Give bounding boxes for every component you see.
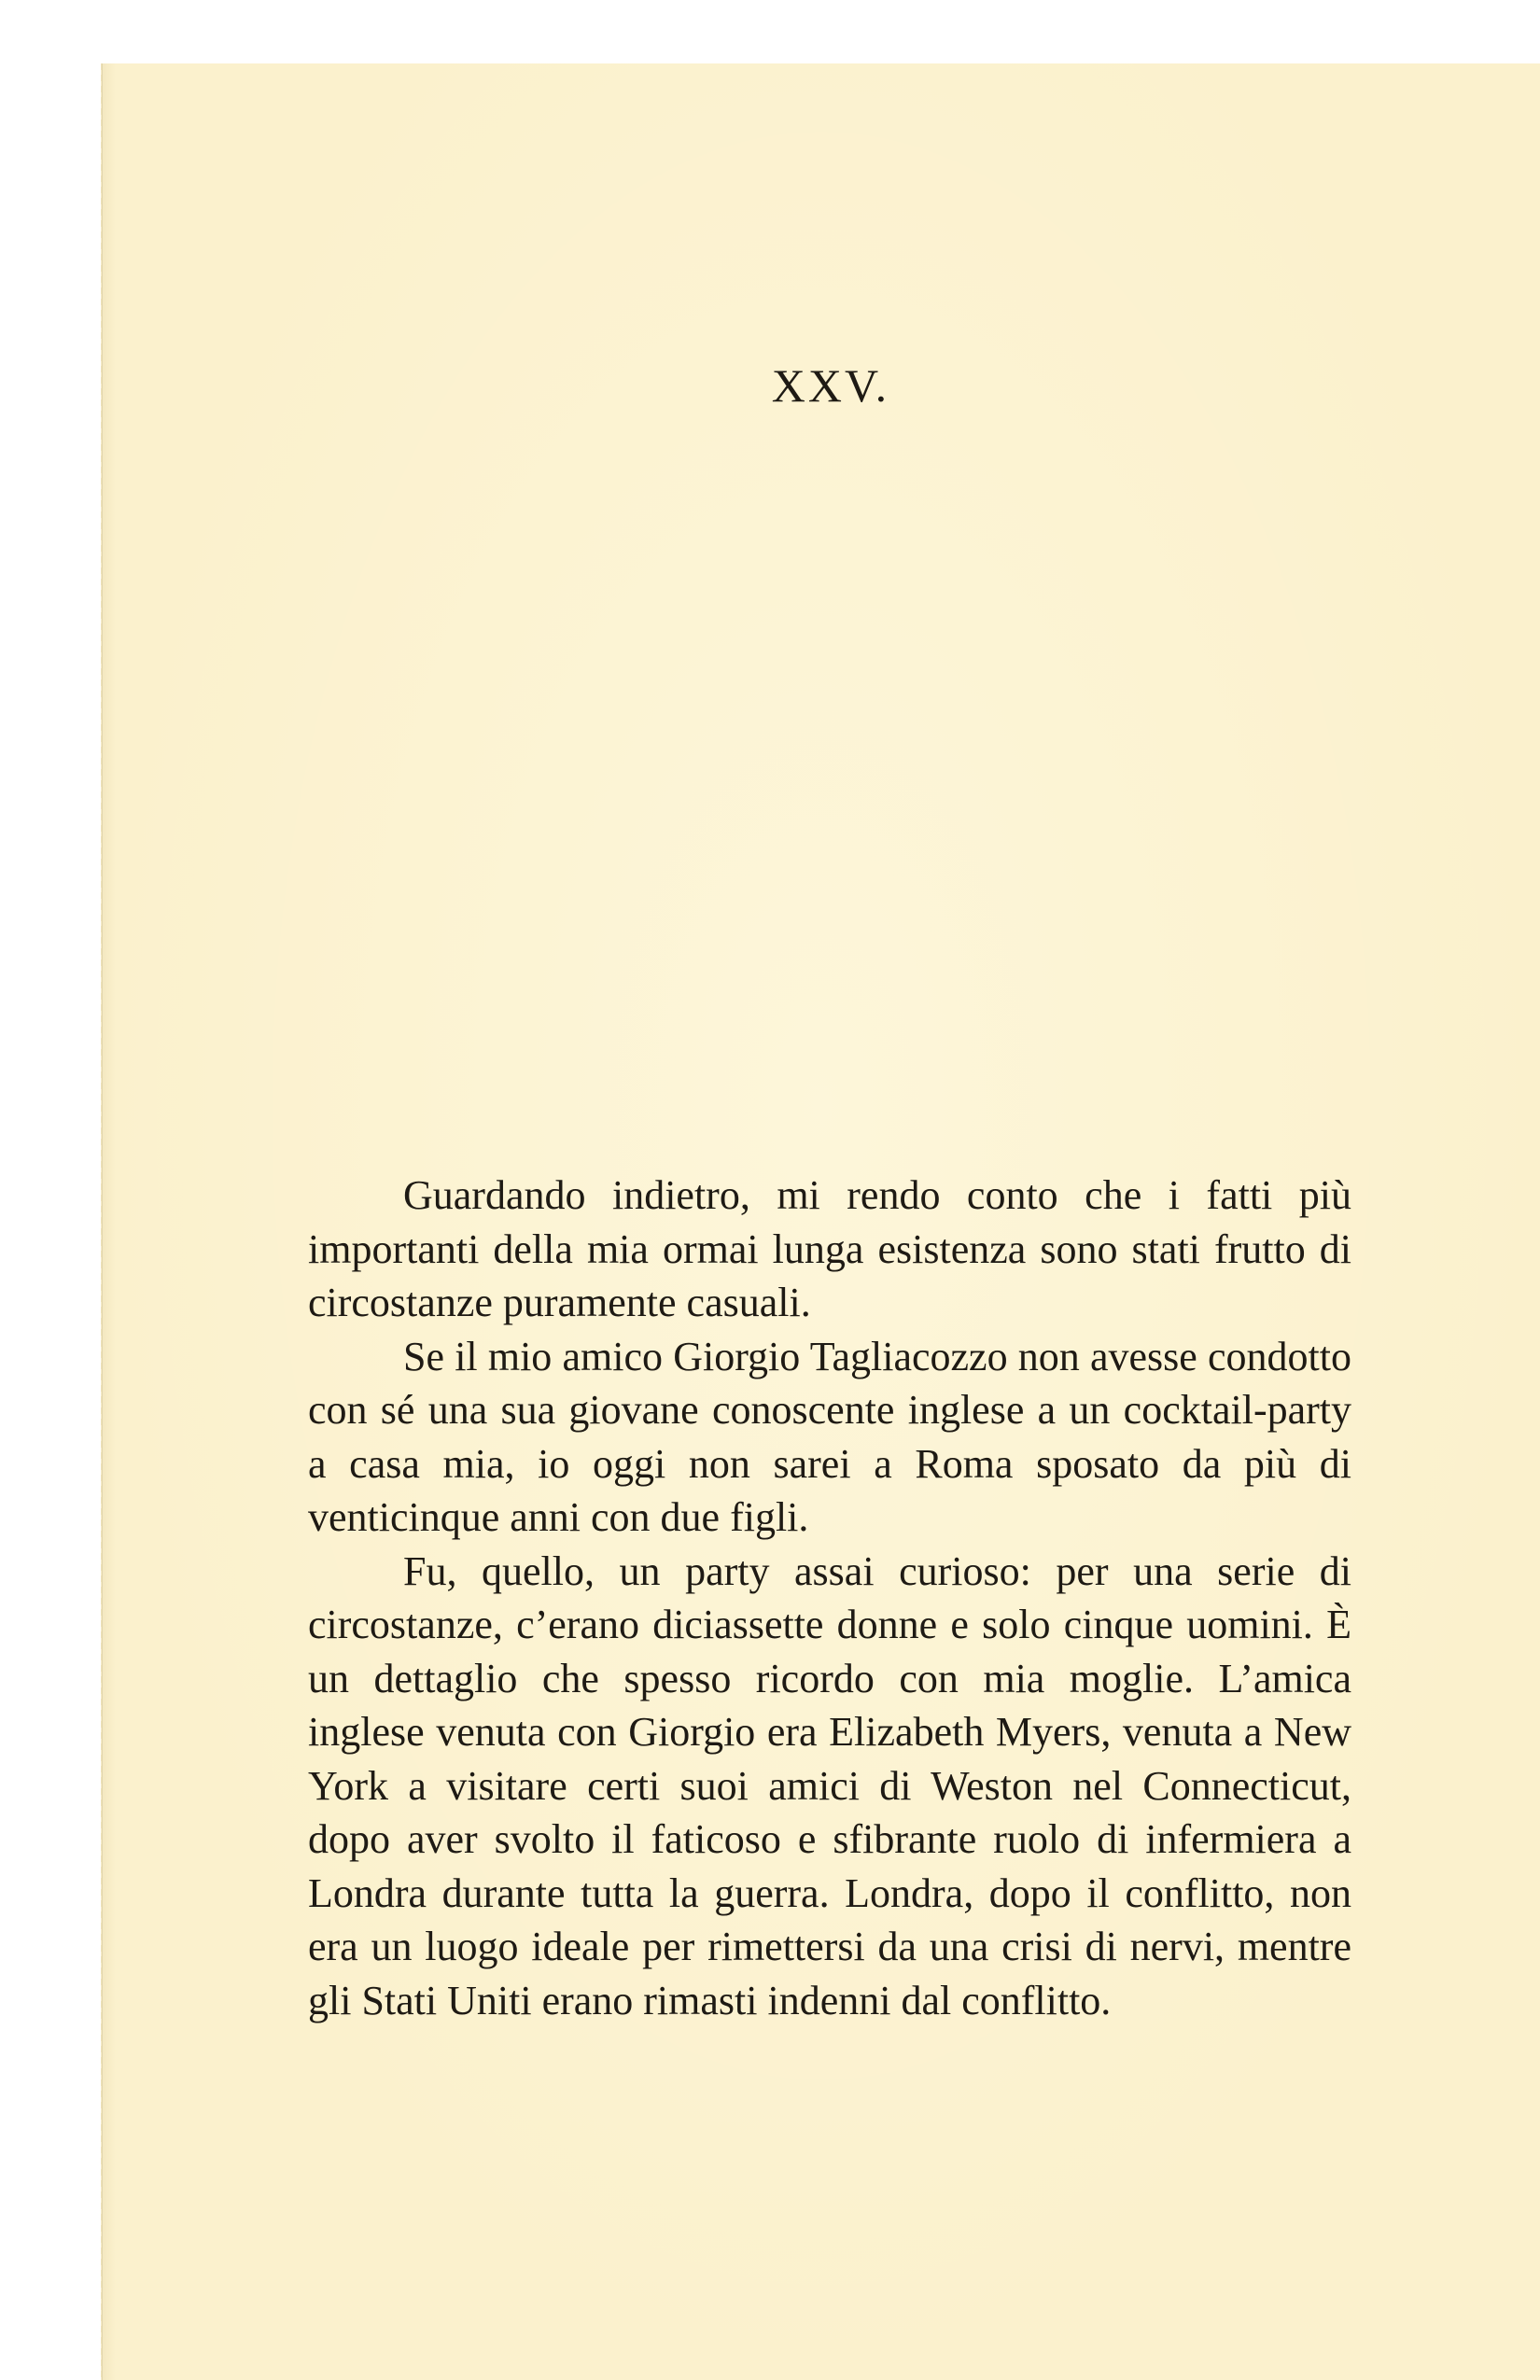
paragraph-2: Se il mio amico Giorgio Tagliacozzo non avesse condotto con sé una sua giovane conoscente inglese a un cocktail-party a casa mia, io oggi non sarei a Roma sposato da più di venticinque anni con due figli. bbox=[308, 1333, 1351, 1540]
paragraph-1: Guardando indietro, mi rendo conto che i fatti più importanti della mia ormai lunga esistenza sono stati frutto di circostanze puramente casuali. bbox=[308, 1172, 1351, 1325]
paragraph-3: Fu, quello, un party assai curioso: per una serie di circostanze, c’erano diciassette donne e solo cinque uomini. È un dettaglio che spesso ricordo con mia moglie. L’amica inglese venuta con Giorgio era Elizabeth Myers, venuta a New York a visitare certi suoi amici di Weston nel Connecticut, dopo aver svolto il faticoso e sfibrante ruolo di infermiera a Londra durante tutta la guerra. Londra, dopo il conflitto, non era un luogo ideale per rimettersi da una crisi di nervi, mentre gli Stati Uniti erano rimasti indenni dal conflitto. bbox=[308, 1547, 1351, 2023]
body-text bbox=[308, 1169, 1351, 2027]
chapter-title: XXV. bbox=[771, 359, 890, 412]
